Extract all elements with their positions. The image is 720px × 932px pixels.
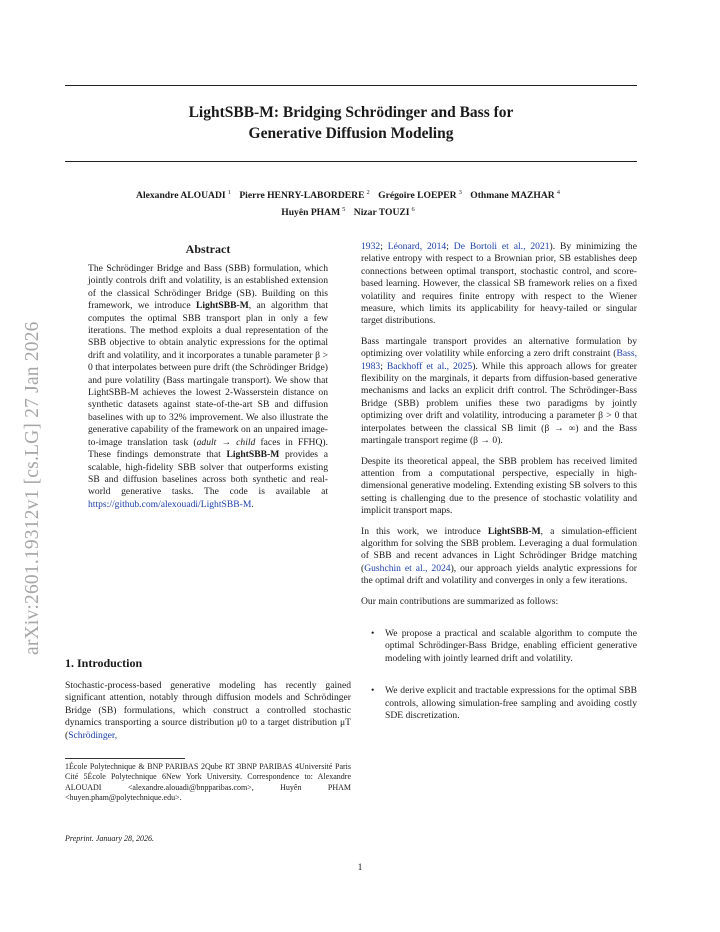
author-line-1 [65, 186, 637, 203]
method-name: LightSBB-M [487, 525, 541, 537]
paragraph-text: , a simulation-efficient algorithm for solving the SBB problem. Leveraging a dual formulation of SBB and recent advances in Light Schrödinger Bridge matching ( [361, 525, 637, 574]
footnote-rule [65, 758, 185, 759]
citation-link[interactable]: 1932 [361, 241, 381, 252]
title-line-1: LightSBB-M: Bridging Schrödinger and Bass for [188, 104, 514, 121]
citation-link[interactable]: Schrödinger, [68, 729, 118, 741]
affiliation-footnotes: 1École Polytechnique & BNP PARIBAS 2Qube RT 3BNP PARIBAS 4Université Paris Cité 5École Polytechnique 6New York University. Correspondence to: Alexandre ALOUADI <alexandre.alouadi@bnpparibas.com>, Huyên PHAM <huyen.pham@polytechnique.edu>. [65, 762, 351, 803]
author-line-2 [65, 203, 637, 220]
citation-link[interactable]: Gushchin et al., 2024 [364, 562, 451, 574]
paragraph [361, 336, 637, 448]
title-rule-top [65, 85, 637, 86]
list-item: • We derive explicit and tractable expressions for the optimal SBB controls, allowing simulation-free sampling and avoiding costly SDE discretization. [361, 685, 637, 722]
citation-separator: ; [446, 241, 454, 252]
arxiv-identifier-stamp: arXiv:2601.19312v1 [cs.LG] 27 Jan 2026 [22, 321, 43, 655]
author-affiliation-mark: 6 [411, 205, 415, 213]
paragraph-text: ). By minimizing the relative entropy with respect to a Brownian prior, SB establishes deep connections between optimal transport, stochastic control, and score-based learning. However, the classical SB framework relies on a fixed volatility and requires finite entropy with respect to the Wiener measure, which limits its applicability for heavy-tailed or singular target distributions. [361, 241, 637, 327]
list-item: • We propose a practical and scalable algorithm to compute the optimal Schrödinger-Bass Bridge, enabling efficient generative modeling with jointly learned drift and volatility. [361, 628, 637, 665]
abstract-text: . [251, 498, 254, 510]
abstract-text: , an algorithm that computes the optimal SBB transport plan in only a few iterations. The method exploits a dual representation of the SBB objective to obtain analytic expressions for the optimal drift and volatility, and it incorporates a tunable parameter β > 0 that interpolates between pure drift (the Schrödinger Bridge) and pure volatility (Bass martingale transport). We show that LightSBB-M achieves the lowest 2-Wasserstein distance on synthetic datasets against state-of-the-art SB and diffusion baselines with up to 32% improvement. We also illustrate the generative capability of the framework on an unpaired image-to-image translation task ( [88, 300, 328, 448]
paragraph-text: In this work, we introduce [361, 525, 488, 537]
intro-text: Stochastic-process-based generative modeling has recently gained significant attention, notably through diffusion models and Schrödinger Bridge (SB) formulations, which construct a controlled stochastic dynamics transporting a source distribution μ0 to a target distribution μT ( [65, 680, 351, 741]
author-name: Huyên PHAM [281, 206, 341, 218]
citation-link[interactable]: Bass, 1983 [361, 348, 637, 372]
title-rule-bottom [65, 161, 637, 162]
method-name: LightSBB-M [226, 449, 280, 461]
author-affiliation-mark: 2 [366, 189, 370, 196]
citation-link[interactable]: Léonard, 2014 [387, 241, 447, 252]
section-heading-introduction: 1. Introduction [65, 656, 143, 670]
author-affiliation-mark: 5 [342, 205, 346, 213]
paragraph-text: ), our approach yields analytic expressions for the optimal drift and volatility and converges in only a few iterations. [361, 562, 637, 587]
right-column-body [361, 241, 637, 742]
preprint-note: Preprint. January 28, 2026. [65, 834, 155, 843]
author-affiliation-mark: 3 [458, 189, 462, 196]
citation-link[interactable]: De Bortoli et al., 2021 [453, 241, 550, 252]
citation-separator: ; [380, 360, 387, 372]
paragraph [361, 526, 637, 588]
contribution-list [361, 628, 637, 722]
author-affiliation-mark: 1 [227, 189, 231, 196]
abstract-heading: Abstract [185, 242, 231, 256]
author-name: Othmane MAZHAR [470, 190, 555, 202]
introduction-body [65, 680, 351, 742]
author-name: Nizar TOUZI [353, 206, 410, 218]
code-repository-link[interactable]: https://github.com/alexouadi/LightSBB-M [88, 498, 252, 510]
abstract-text: faces in FFHQ). These findings demonstrate that [88, 436, 329, 461]
paragraph-text: ). While this approach allows for greater flexibility on the marginals, it departs from diffusion-based generative mechanisms and lacks an explicit drift control. The Schrödinger-Bass Bridge (SBB) problem unifies these two paradigms by jointly optimizing over drift and volatility, introducing a parameter β > 0 that interpolates between the classical SB limit (β → ∞) and the Bass martingale transport regime (β → 0). [361, 360, 637, 447]
citation-link[interactable]: Backhoff et al., 2025 [386, 360, 473, 372]
author-list [65, 186, 637, 219]
task-description: adult → child [196, 436, 256, 448]
paragraph [361, 241, 637, 328]
paragraph: Our main contributions are summarized as follows: [361, 595, 559, 607]
paper-title [65, 102, 637, 144]
page-number: 1 [357, 862, 363, 873]
title-line-2: Generative Diffusion Modeling [248, 125, 454, 142]
abstract-text: The Schrödinger Bridge and Bass (SBB) formulation, which jointly controls drift and volatility, is an established extension of the classical Schrödinger Bridge (SB). Building on this framework, we introduce [88, 263, 328, 312]
author-name: Pierre HENRY-LABORDERE [239, 190, 365, 202]
author-name: Alexandre ALOUADI [136, 190, 226, 202]
author-name: Grégoire LOEPER [378, 190, 457, 202]
method-name: LightSBB-M [195, 300, 249, 312]
citation-separator: ; [380, 241, 388, 252]
paragraph: Despite its theoretical appeal, the SBB problem has received limited attention from a computational perspective, especially in high-dimensional generative modeling. Extending existing SB solvers to this setting is challenging due to the presence of stochastic volatility and implicit transport maps. [361, 455, 637, 517]
paragraph-text: Bass martingale transport provides an alternative formulation by optimizing over volatility while enforcing a zero drift constraint ( [361, 335, 637, 360]
author-affiliation-mark: 4 [556, 189, 560, 196]
abstract-body [88, 263, 328, 511]
abstract-text: provides a scalable, high-fidelity SBB solver that outperforms existing SB and diffusion baselines across both synthetic and real-world generative tasks. The code is available at [88, 449, 328, 498]
